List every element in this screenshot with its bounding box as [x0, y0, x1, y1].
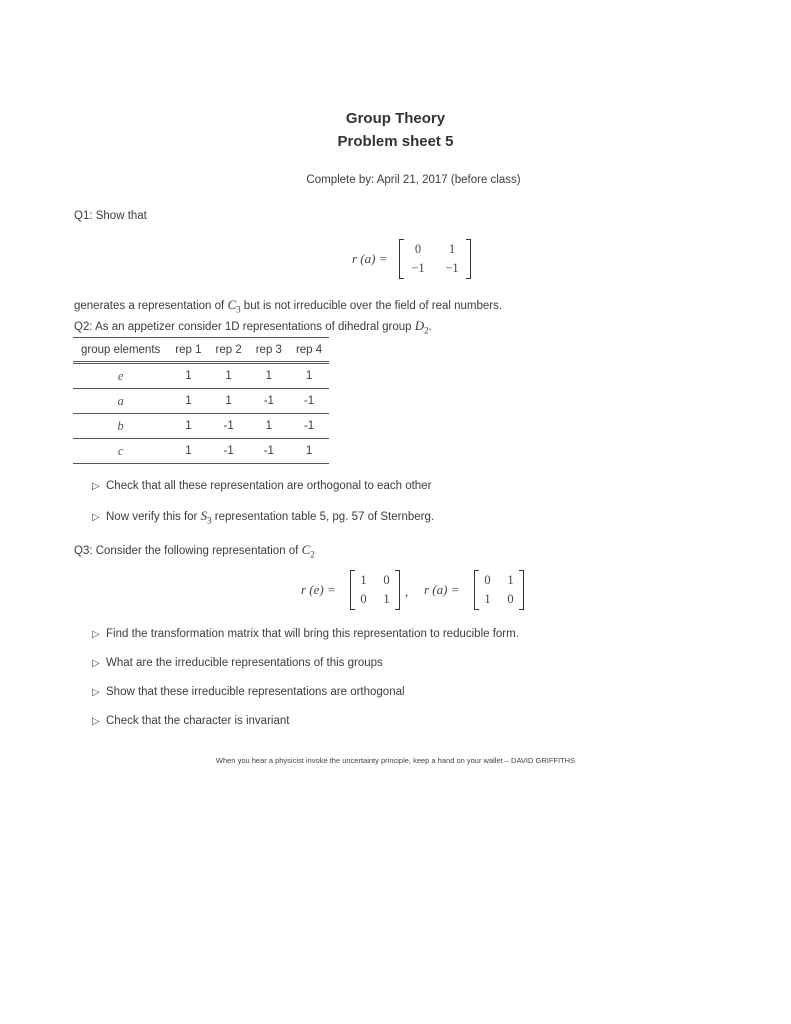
matrix-cell: 0	[383, 573, 390, 587]
q3-label	[74, 542, 315, 559]
group-symbol: C	[301, 542, 311, 557]
table-cell: 1	[305, 445, 313, 457]
matrix-cell: −1	[411, 261, 425, 275]
column-header: rep 4	[295, 344, 323, 356]
q3-bullet-1	[92, 628, 519, 640]
q1-lhs: r (a) =	[352, 251, 388, 266]
right-bracket	[395, 570, 400, 610]
left-bracket	[474, 570, 479, 610]
table-cell: -1	[303, 420, 315, 432]
bullet-text: Show that these irreducible representations are orthogonal	[106, 686, 405, 698]
matrix-cell: 1	[507, 573, 514, 587]
table-row	[73, 363, 329, 389]
triangle-right-icon: ▷	[92, 716, 100, 727]
q1-statement	[74, 297, 502, 314]
q3-bullet-2	[92, 657, 383, 669]
triangle-right-icon: ▷	[92, 512, 100, 523]
table-cell: 1	[265, 420, 273, 432]
table-cell: -1	[263, 395, 274, 407]
group-symbol: D	[414, 318, 425, 333]
bullet-text: Check that all these representation are orthogonal to each other	[106, 480, 432, 492]
bullet-text-pre: Now verify this for	[106, 511, 201, 523]
q3-lhs-a: r (a) =	[424, 582, 460, 597]
q2-label-post: .	[428, 321, 432, 333]
matrix-cell: 0	[507, 592, 514, 606]
column-header: rep 3	[255, 344, 282, 356]
q3-bullet-4	[92, 715, 289, 727]
table-row	[73, 439, 329, 464]
q3-bullet-3	[92, 686, 405, 698]
bullet-text: Find the transformation matrix that will bring this representation to reducible form.	[106, 628, 519, 640]
table-cell: 1	[225, 370, 232, 382]
table-row	[73, 389, 329, 414]
bullet-text: What are the irreducible representations of this groups	[106, 657, 383, 669]
q2-bullet-2	[92, 508, 434, 525]
table-cell: -1	[303, 395, 315, 407]
table-cell: -1	[223, 445, 234, 457]
left-bracket	[350, 570, 355, 610]
column-header: rep 2	[215, 344, 242, 356]
triangle-right-icon: ▷	[92, 658, 100, 669]
group-subscript: 3	[207, 515, 212, 526]
q3-matrix-e	[350, 570, 400, 610]
right-bracket	[466, 239, 471, 279]
table-row	[73, 414, 329, 439]
group-symbol: C	[227, 297, 237, 312]
matrix-separator: ,	[405, 584, 409, 599]
q1-matrix	[399, 239, 471, 279]
q3-label-pre: Q3: Consider the following representation of	[74, 545, 302, 557]
page-title: Group Theory	[345, 110, 446, 127]
q1-statement-post: but is not irreducible over the field of real numbers.	[240, 300, 503, 312]
matrix-cell: 1	[448, 242, 456, 256]
q2-bullet-1	[92, 480, 431, 492]
column-header: rep 1	[175, 344, 202, 356]
table-cell: 1	[265, 370, 273, 382]
matrix-cell: 0	[414, 242, 422, 256]
left-bracket	[399, 239, 404, 279]
right-bracket	[519, 570, 524, 610]
footer-quote: When you hear a physicist invoke the uncertainty principle, keep a hand on your wallet – DAVID GRIFFITHS	[215, 756, 576, 765]
q2-label-pre: Q2: As an appetizer consider 1D representations of dihedral group	[74, 321, 415, 333]
bullet-text: Check that the character is invariant	[106, 715, 290, 727]
representation-table	[73, 337, 329, 464]
table-cell: -1	[223, 420, 234, 432]
table-cell: 1	[225, 395, 232, 407]
triangle-right-icon: ▷	[92, 481, 100, 492]
page-subtitle: Problem sheet 5	[337, 133, 454, 150]
table-cell: 1	[185, 420, 192, 432]
group-element: b	[117, 418, 124, 433]
matrix-cell: 0	[360, 592, 367, 606]
q1-statement-pre: generates a representation of	[74, 300, 228, 312]
table-cell: 1	[185, 395, 192, 407]
matrix-cell: −1	[445, 261, 459, 275]
triangle-right-icon: ▷	[92, 687, 100, 698]
q3-matrix-a	[474, 570, 524, 610]
table-cell: 1	[305, 370, 313, 382]
matrix-cell: 1	[484, 592, 491, 606]
due-date: Complete by: April 21, 2017 (before class)	[306, 174, 521, 186]
matrix-cell: 1	[383, 592, 390, 606]
q1-label: Q1: Show that	[74, 210, 147, 222]
triangle-right-icon: ▷	[92, 629, 100, 640]
q3-lhs-e: r (e) =	[301, 582, 336, 597]
group-element: a	[117, 393, 124, 408]
group-element: e	[117, 368, 124, 383]
bullet-text-post: representation table 5, pg. 57 of Sternberg.	[211, 511, 435, 523]
group-symbol: S	[200, 508, 208, 523]
q2-label	[74, 318, 432, 335]
column-header: group elements	[81, 344, 161, 356]
table-cell: 1	[185, 445, 192, 457]
table-header-row	[73, 338, 329, 363]
group-subscript: 3	[236, 304, 241, 315]
table-cell: 1	[185, 370, 192, 382]
group-subscript: 2	[424, 325, 429, 336]
table-cell: -1	[263, 445, 274, 457]
matrix-cell: 0	[484, 573, 491, 587]
group-subscript: 2	[310, 549, 315, 560]
group-element: c	[117, 443, 124, 458]
matrix-cell: 1	[360, 573, 367, 587]
